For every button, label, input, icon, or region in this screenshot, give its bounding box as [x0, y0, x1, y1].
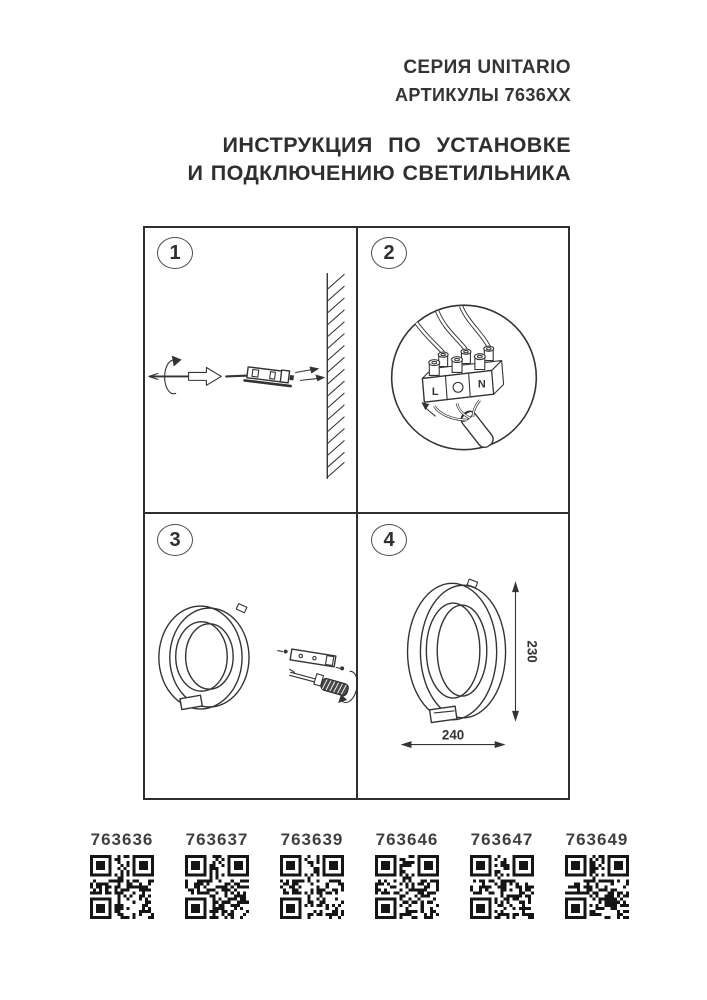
terminal-label-live: L: [431, 386, 439, 399]
instruction-title-line1: ИНСТРУКЦИЯ ПО УСТАНОВКЕ: [222, 133, 571, 157]
qr-code: [565, 855, 629, 919]
series-title: СЕРИЯ UNITARIO: [403, 57, 571, 78]
qr-code: [185, 855, 249, 919]
height-dimension-label: 230: [524, 640, 540, 663]
wall-anchor-icon: [226, 366, 325, 387]
article-column: [365, 830, 449, 919]
article-code: 763647: [470, 830, 534, 849]
article-column: [175, 830, 259, 919]
step-number-badge: [157, 524, 193, 556]
step2-illustration: [357, 228, 568, 512]
article-column: [80, 830, 164, 919]
step3-number: 3: [169, 528, 181, 551]
screwdriver-icon: [290, 669, 356, 703]
qr-code: [470, 855, 534, 919]
step-number-badge: [157, 237, 193, 269]
wall-section-icon: [327, 274, 344, 479]
step4-illustration: [357, 514, 568, 798]
terminal-label-neutral: N: [477, 378, 486, 391]
screw-rotation-icon: [149, 356, 221, 394]
step4-number: 4: [383, 528, 395, 551]
article-code: 763649: [565, 830, 629, 849]
width-dimension-label: 240: [441, 727, 465, 743]
article-code: 763646: [375, 830, 439, 849]
qr-code: [375, 855, 439, 919]
instruction-title-line2: И ПОДКЛЮЧЕНИЮ СВЕТИЛЬНИКА: [187, 161, 571, 185]
step1-number: 1: [169, 241, 181, 264]
step-number-badge: [371, 237, 407, 269]
step-number-badge: [371, 524, 407, 556]
step3-illustration: [145, 514, 356, 798]
qr-code: [90, 855, 154, 919]
instruction-title: [188, 131, 571, 187]
height-dimension: [512, 581, 539, 722]
ring-lamp-icon: [159, 604, 249, 710]
article-code: 763639: [280, 830, 344, 849]
article-column: [270, 830, 354, 919]
article-column: [555, 830, 639, 919]
steps-grid: [143, 226, 570, 800]
step2-number: 2: [383, 241, 395, 264]
mounting-bracket-icon: [278, 649, 344, 670]
width-dimension: [401, 728, 506, 748]
step1-illustration: [145, 228, 356, 512]
qr-code: [280, 855, 344, 919]
articles-title: АРТИКУЛЫ 7636ХХ: [395, 85, 571, 105]
article-code: 763637: [185, 830, 249, 849]
article-code: 763636: [90, 830, 154, 849]
article-column: [460, 830, 544, 919]
ring-lamp-icon: [408, 579, 506, 722]
